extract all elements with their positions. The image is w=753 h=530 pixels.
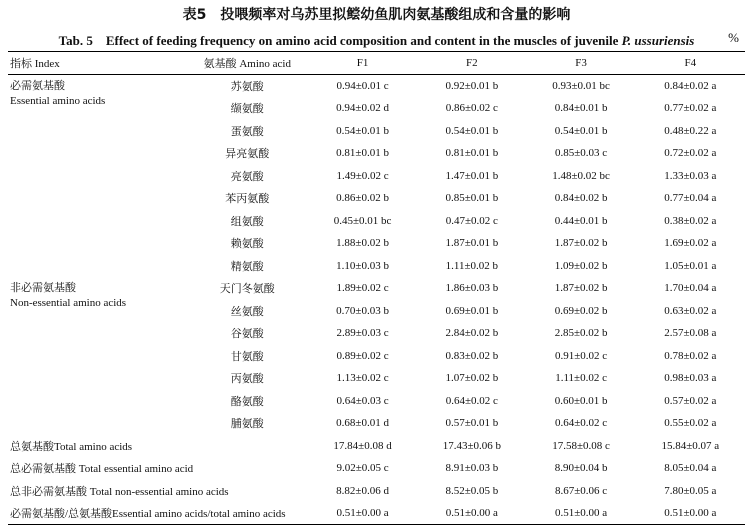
value-f1: 0.94±0.02 d bbox=[336, 102, 389, 115]
table-caption-cn: 表5 投喂频率对乌苏里拟鲿幼鱼肌肉氨基酸组成和含量的影响 bbox=[182, 7, 571, 23]
value-f4: 1.70±0.04 a bbox=[664, 282, 717, 295]
amino-acid-name: 丝氨酸 bbox=[230, 305, 264, 318]
summary-label: 总必需氨基酸 Total essential amino acid bbox=[10, 463, 194, 476]
summary-row bbox=[8, 480, 745, 503]
empty-index-cell bbox=[8, 232, 187, 255]
amino-acid-name: 组氨酸 bbox=[230, 215, 264, 228]
value-f1: 0.51±0.00 a bbox=[336, 507, 389, 519]
header-f4: F4 bbox=[684, 57, 697, 69]
empty-index-cell bbox=[8, 210, 187, 233]
amino-acid-name: 苏氨酸 bbox=[230, 81, 264, 93]
value-f4: 0.72±0.02 a bbox=[664, 147, 717, 160]
value-f2: 8.91±0.03 b bbox=[445, 462, 499, 475]
summary-row bbox=[8, 435, 745, 458]
value-f1: 0.86±0.02 b bbox=[336, 192, 389, 205]
value-f1: 0.45±0.01 bc bbox=[333, 214, 392, 227]
value-f3: 8.67±0.06 c bbox=[555, 484, 608, 497]
value-f4: 0.38±0.02 a bbox=[664, 214, 717, 227]
nonessential-label-en: Non-essential amino acids bbox=[10, 297, 127, 309]
value-f1: 0.94±0.01 c bbox=[336, 80, 389, 92]
amino-acid-name: 蛋氨酸 bbox=[230, 125, 264, 138]
amino-acid-name: 异亮氨酸 bbox=[225, 148, 270, 161]
value-f2: 1.07±0.02 b bbox=[445, 372, 499, 385]
table-row bbox=[8, 120, 745, 143]
value-f2: 0.64±0.02 c bbox=[445, 394, 498, 407]
empty-index-cell bbox=[8, 390, 187, 413]
value-f2: 2.84±0.02 b bbox=[445, 327, 499, 340]
value-f3: 1.09±0.02 b bbox=[554, 259, 608, 272]
essential-label-cn: 必需氨基酸 bbox=[10, 80, 65, 92]
value-f2: 0.86±0.02 c bbox=[445, 102, 498, 115]
amino-acid-name: 甘氨酸 bbox=[230, 350, 264, 363]
amino-acid-name: 精氨酸 bbox=[230, 260, 264, 273]
table-row bbox=[8, 165, 745, 188]
amino-acid-name: 亮氨酸 bbox=[230, 170, 264, 183]
value-f3: 0.85±0.03 c bbox=[555, 147, 608, 160]
table-row bbox=[8, 277, 745, 300]
amino-acid-name: 脯氨酸 bbox=[230, 418, 264, 431]
empty-index-cell bbox=[8, 367, 187, 390]
header-row bbox=[8, 52, 745, 75]
value-f3: 1.87±0.02 b bbox=[554, 282, 608, 295]
table-row bbox=[8, 390, 745, 413]
summary-label: 总非必需氨基酸 Total non-essential amino acids bbox=[10, 485, 229, 498]
table-row bbox=[8, 75, 745, 98]
amino-acid-name: 赖氨酸 bbox=[230, 238, 264, 251]
value-f2: 1.47±0.01 b bbox=[445, 169, 499, 182]
table-row bbox=[8, 412, 745, 435]
empty-index-cell bbox=[8, 142, 187, 165]
value-f3: 0.60±0.01 b bbox=[554, 394, 608, 407]
value-f1: 0.81±0.01 b bbox=[336, 147, 389, 160]
header-amino-acid: 氨基酸 Amino acid bbox=[203, 58, 291, 70]
summary-row bbox=[8, 457, 745, 480]
value-f3: 1.48±0.02 bc bbox=[552, 169, 610, 182]
table-caption-en bbox=[0, 30, 753, 49]
value-f3: 0.93±0.01 bc bbox=[552, 80, 610, 92]
caption-unit: % bbox=[728, 30, 739, 45]
empty-index-cell bbox=[8, 120, 187, 143]
value-f1: 0.89±0.02 c bbox=[336, 349, 389, 362]
value-f1: 1.10±0.03 b bbox=[336, 259, 389, 272]
essential-group-label bbox=[8, 75, 187, 120]
value-f3: 0.84±0.02 b bbox=[554, 192, 608, 205]
amino-acid-name: 缬氨酸 bbox=[230, 103, 264, 116]
value-f4: 2.57±0.08 a bbox=[664, 327, 717, 340]
value-f1: 1.88±0.02 b bbox=[336, 237, 389, 250]
header-f1: F1 bbox=[356, 57, 369, 69]
caption-species: P. ussuriensis bbox=[621, 33, 695, 48]
value-f2: 0.81±0.01 b bbox=[445, 147, 499, 160]
value-f1: 9.02±0.05 c bbox=[336, 462, 389, 475]
value-f1: 0.70±0.03 b bbox=[336, 304, 389, 317]
table-row bbox=[8, 322, 745, 345]
amino-acid-name: 谷氨酸 bbox=[230, 328, 264, 341]
nonessential-group-label bbox=[8, 277, 187, 322]
value-f4: 1.69±0.02 a bbox=[664, 237, 717, 250]
table-row bbox=[8, 142, 745, 165]
value-f3: 0.51±0.00 a bbox=[555, 507, 608, 519]
value-f3: 0.69±0.02 b bbox=[554, 304, 608, 317]
value-f2: 0.51±0.00 a bbox=[445, 507, 498, 519]
amino-acid-name: 天门冬氨酸 bbox=[219, 283, 275, 296]
empty-index-cell bbox=[8, 187, 187, 210]
value-f4: 1.05±0.01 a bbox=[664, 259, 717, 272]
table-header bbox=[8, 52, 745, 75]
value-f3: 8.90±0.04 b bbox=[554, 462, 608, 475]
value-f4: 0.98±0.03 a bbox=[664, 372, 717, 385]
value-f1: 17.84±0.08 d bbox=[333, 439, 392, 452]
value-f2: 17.43±0.06 b bbox=[442, 439, 501, 452]
summary-row bbox=[8, 502, 745, 525]
value-f3: 2.85±0.02 b bbox=[554, 327, 608, 340]
table-body bbox=[8, 75, 745, 525]
value-f2: 0.83±0.02 b bbox=[445, 349, 499, 362]
value-f4: 0.78±0.02 a bbox=[664, 349, 717, 362]
header-f2: F2 bbox=[466, 57, 478, 69]
value-f1: 0.54±0.01 b bbox=[336, 124, 389, 137]
value-f2: 8.52±0.05 b bbox=[445, 484, 499, 497]
empty-index-cell bbox=[8, 322, 187, 345]
value-f1: 2.89±0.03 c bbox=[336, 327, 389, 340]
value-f4: 0.57±0.02 a bbox=[664, 394, 717, 407]
value-f3: 1.11±0.02 c bbox=[555, 372, 607, 385]
value-f4: 0.77±0.04 a bbox=[664, 192, 717, 205]
value-f2: 0.57±0.01 b bbox=[445, 417, 499, 430]
value-f1: 0.68±0.01 d bbox=[336, 417, 389, 430]
table-row bbox=[8, 232, 745, 255]
value-f4: 0.63±0.02 a bbox=[664, 304, 717, 317]
value-f4: 0.48±0.22 a bbox=[664, 124, 717, 137]
value-f1: 1.13±0.02 c bbox=[336, 372, 389, 385]
value-f1: 1.49±0.02 c bbox=[336, 169, 389, 182]
value-f1: 0.64±0.03 c bbox=[336, 394, 389, 407]
table-row bbox=[8, 187, 745, 210]
value-f2: 0.85±0.01 b bbox=[445, 192, 499, 205]
value-f2: 0.47±0.02 c bbox=[445, 214, 498, 227]
amino-acid-name: 酪氨酸 bbox=[230, 395, 264, 408]
value-f2: 0.69±0.01 b bbox=[445, 304, 499, 317]
value-f2: 1.11±0.02 b bbox=[445, 259, 499, 272]
summary-label: 总氨基酸Total amino acids bbox=[10, 440, 133, 453]
value-f4: 15.84±0.07 a bbox=[661, 439, 720, 452]
header-f3: F3 bbox=[575, 57, 587, 69]
value-f3: 0.84±0.01 b bbox=[554, 102, 608, 115]
table-row bbox=[8, 345, 745, 368]
value-f2: 1.86±0.03 b bbox=[445, 282, 499, 295]
table-row bbox=[8, 210, 745, 233]
essential-label-en: Essential amino acids bbox=[10, 95, 106, 107]
value-f3: 0.64±0.02 c bbox=[555, 417, 608, 430]
table-row bbox=[8, 367, 745, 390]
value-f3: 0.54±0.01 b bbox=[554, 124, 608, 137]
table-row bbox=[8, 255, 745, 278]
value-f3: 0.91±0.02 c bbox=[555, 349, 608, 362]
summary-label: 必需氨基酸/总氨基酸Essential amino acids/total amino acids bbox=[10, 508, 286, 520]
empty-index-cell bbox=[8, 345, 187, 368]
value-f4: 0.55±0.02 a bbox=[664, 417, 717, 430]
amino-acid-table bbox=[8, 51, 745, 525]
value-f2: 0.92±0.01 b bbox=[445, 80, 499, 92]
value-f1: 8.82±0.06 d bbox=[336, 484, 389, 497]
value-f3: 0.44±0.01 b bbox=[554, 214, 608, 227]
amino-acid-name: 苯丙氨酸 bbox=[225, 193, 270, 206]
empty-index-cell bbox=[8, 412, 187, 435]
nonessential-label-cn: 非必需氨基酸 bbox=[10, 282, 76, 294]
empty-index-cell bbox=[8, 165, 187, 188]
value-f3: 1.87±0.02 b bbox=[554, 237, 608, 250]
value-f2: 0.54±0.01 b bbox=[445, 124, 499, 137]
value-f4: 8.05±0.04 a bbox=[664, 462, 717, 475]
value-f4: 0.84±0.02 a bbox=[664, 80, 717, 92]
value-f4: 0.51±0.00 a bbox=[664, 507, 717, 519]
caption-en-text: Tab. 5 Effect of feeding frequency on amino acid composition and content in the muscles of juvenile bbox=[58, 33, 622, 48]
header-index: 指标 Index bbox=[10, 58, 60, 70]
value-f4: 1.33±0.03 a bbox=[664, 169, 717, 182]
value-f1: 1.89±0.02 c bbox=[336, 282, 389, 295]
value-f4: 0.77±0.02 a bbox=[664, 102, 717, 115]
value-f4: 7.80±0.05 a bbox=[664, 484, 717, 497]
value-f3: 17.58±0.08 c bbox=[552, 439, 610, 452]
amino-acid-name: 丙氨酸 bbox=[230, 373, 264, 386]
empty-index-cell bbox=[8, 255, 187, 278]
value-f2: 1.87±0.01 b bbox=[445, 237, 499, 250]
